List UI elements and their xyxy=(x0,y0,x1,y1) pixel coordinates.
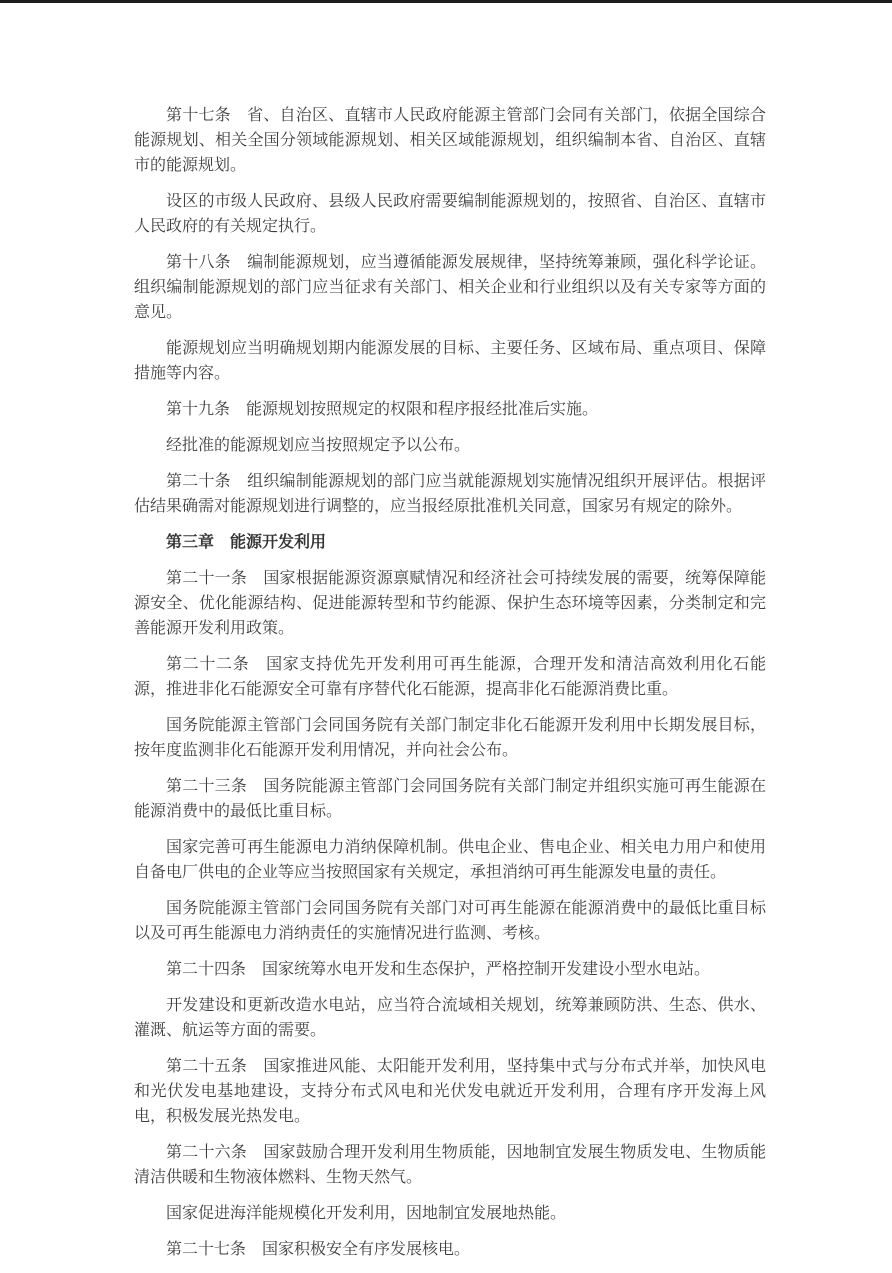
top-border-bar xyxy=(0,0,892,3)
article-26-para-1: 第二十六条 国家鼓励合理开发利用生物质能，因地制宜发展生物质发电、生物质能清洁供暖和生物液体燃料、生物天然气。 xyxy=(134,1144,766,1186)
article-23-para-2: 国家完善可再生能源电力消纳保障机制。供电企业、售电企业、相关电力用户和使用自备电厂供电的企业等应当按照国家有关规定，承担消纳可再生能源发电量的责任。 xyxy=(134,839,766,881)
article-20: 第二十条 组织编制能源规划的部门应当就能源规划实施情况组织开展评估。根据评估结果确需对能源规划进行调整的，应当报经原批准机关同意，国家另有规定的除外。 xyxy=(134,473,766,515)
article-19-para-1: 第十九条 能源规划按照规定的权限和程序报经批准后实施。 xyxy=(166,401,599,418)
article-25: 第二十五条 国家推进风能、太阳能开发利用，坚持集中式与分布式并举，加快风电和光伏发电基地建设，支持分布式风电和光伏发电就近开发利用，合理有序开发海上风电，积极发展光热发电。 xyxy=(134,1058,766,1125)
article-23-para-3: 国务院能源主管部门会同国务院有关部门对可再生能源在能源消费中的最低比重目标以及可再生能源电力消纳责任的实施情况进行监测、考核。 xyxy=(134,900,766,942)
article-17-para-1: 第十七条 省、自治区、直辖市人民政府能源主管部门会同有关部门，依据全国综合能源规划、相关全国分领域能源规划、相关区域能源规划，组织编制本省、自治区、直辖市的能源规划。 xyxy=(134,107,766,174)
article-18-para-2: 能源规划应当明确规划期内能源发展的目标、主要任务、区域布局、重点项目、保障措施等内容。 xyxy=(134,340,766,382)
article-24-para-1: 第二十四条 国家统筹水电开发和生态保护，严格控制开发建设小型水电站。 xyxy=(166,961,711,978)
article-22-para-1: 第二十二条 国家支持优先开发利用可再生能源，合理开发和清洁高效利用化石能源，推进非化石能源安全可靠有序替代化石能源，提高非化石能源消费比重。 xyxy=(134,656,766,698)
article-27: 第二十七条 国家积极安全有序发展核电。 xyxy=(166,1241,471,1258)
article-22-para-2: 国务院能源主管部门会同国务院有关部门制定非化石能源开发利用中长期发展目标，按年度监测非化石能源开发利用情况，并向社会公布。 xyxy=(134,717,766,759)
article-19-para-2: 经批准的能源规划应当按照规定予以公布。 xyxy=(166,437,471,454)
article-21: 第二十一条 国家根据能源资源禀赋情况和经济社会可持续发展的需要，统筹保障能源安全、优化能源结构、促进能源转型和节约能源、保护生态环境等因素，分类制定和完善能源开发利用政策。 xyxy=(134,570,766,637)
article-26-para-2: 国家促进海洋能规模化开发利用，因地制宜发展地热能。 xyxy=(166,1205,567,1222)
article-17-para-2: 设区的市级人民政府、县级人民政府需要编制能源规划的，按照省、自治区、直辖市人民政府的有关规定执行。 xyxy=(134,193,766,235)
law-document-body xyxy=(134,103,766,1273)
article-23-para-1: 第二十三条 国务院能源主管部门会同国务院有关部门制定并组织实施可再生能源在能源消费中的最低比重目标。 xyxy=(134,778,766,820)
chapter-3-heading: 第三章 能源开发利用 xyxy=(166,534,327,551)
article-24-para-2: 开发建设和更新改造水电站，应当符合流域相关规划，统筹兼顾防洪、生态、供水、灌溉、航运等方面的需要。 xyxy=(134,997,766,1039)
article-18-para-1: 第十八条 编制能源规划，应当遵循能源发展规律，坚持统筹兼顾，强化科学论证。组织编制能源规划的部门应当征求有关部门、相关企业和行业组织以及有关专家等方面的意见。 xyxy=(134,254,766,321)
